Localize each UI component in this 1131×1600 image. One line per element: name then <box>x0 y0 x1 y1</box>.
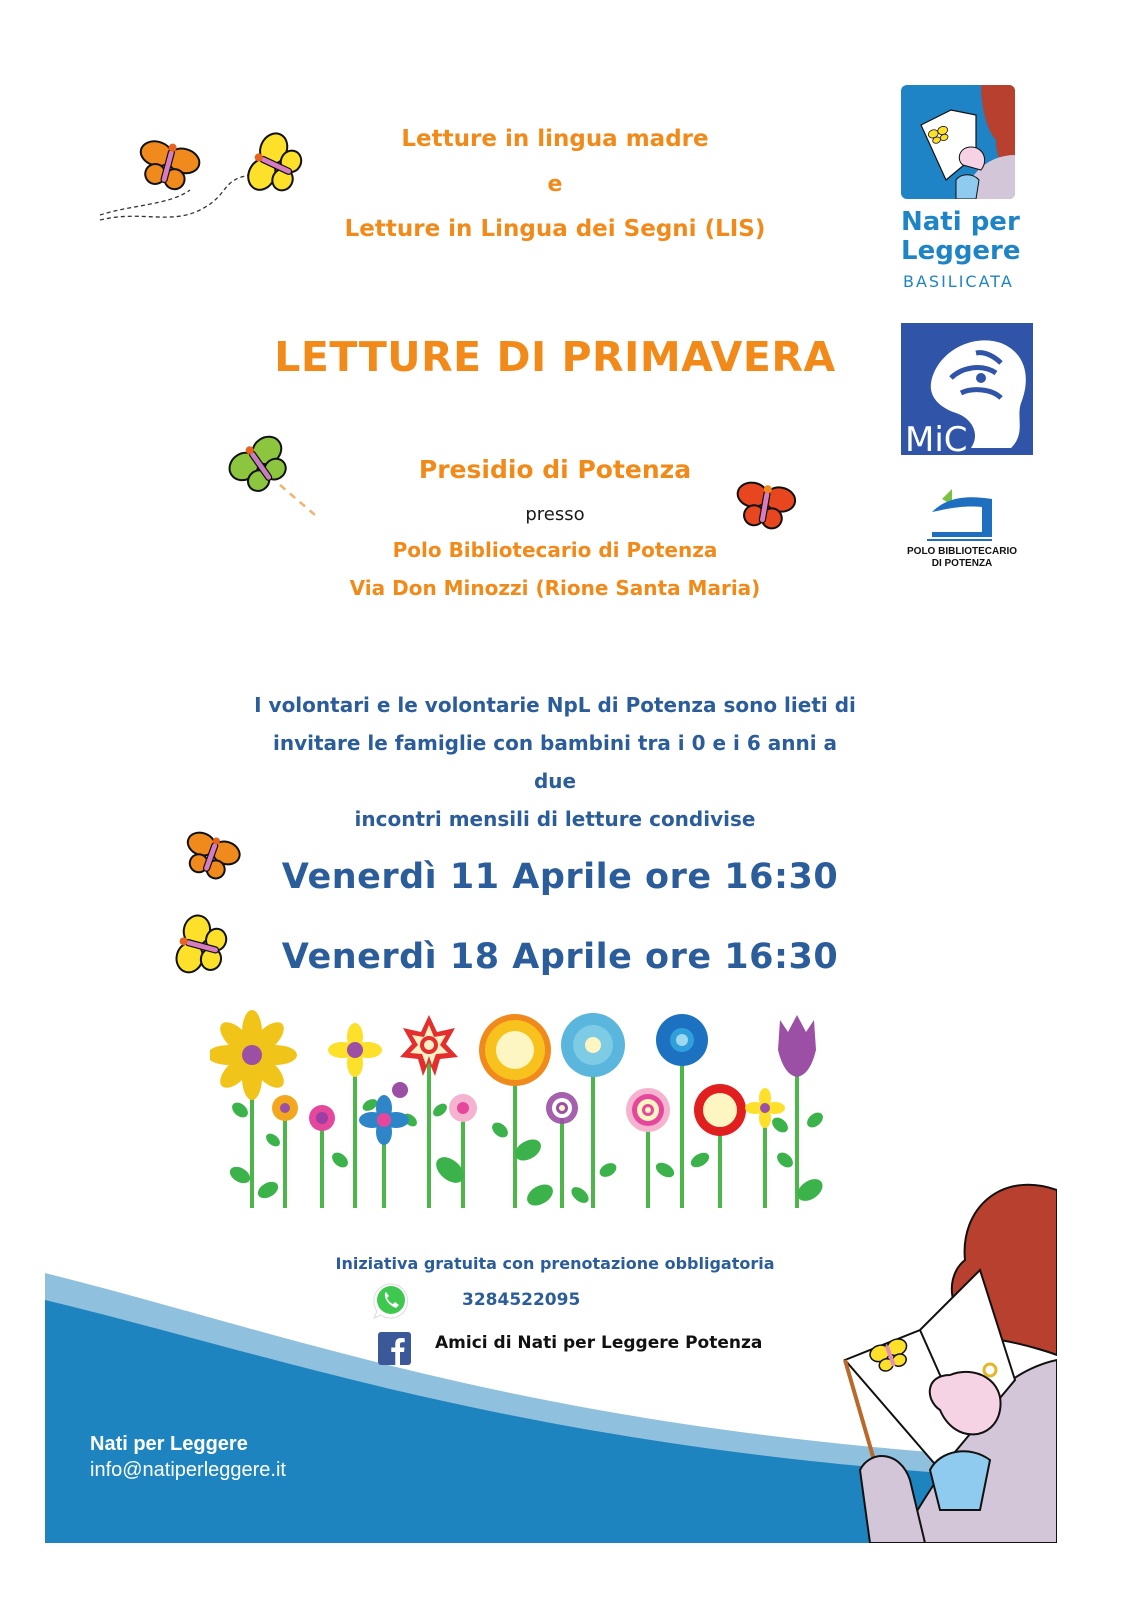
polo-bibliotecario-logo <box>922 487 998 543</box>
footer-email-link[interactable]: info@natiperleggere.it <box>90 1459 286 1481</box>
invitation-line-3: incontri mensili di letture condivise <box>354 807 756 831</box>
venue-name: Polo Bibliotecario di Potenza <box>392 538 718 562</box>
presso-label: presso <box>525 504 585 525</box>
footer-org-name: Nati per Leggere <box>90 1433 248 1455</box>
polo-logo-line1: POLO BIBLIOTECARIO <box>907 546 1017 557</box>
mic-logo-text: MiC <box>905 420 968 455</box>
npl-logo-line1: Nati per <box>901 207 1020 237</box>
booking-note: Iniziativa gratuita con prenotazione obbligatoria <box>335 1254 775 1273</box>
flower-garden-illustration <box>210 1010 840 1210</box>
subtitle-mother-tongue: Letture in lingua madre <box>401 126 709 152</box>
event-date-2: Venerdì 18 Aprile ore 16:30 <box>281 937 839 977</box>
mother-reading-illustration <box>830 1170 1057 1543</box>
page-title: LETTURE DI PRIMAVERA <box>274 333 836 381</box>
polo-logo-line2: DI POTENZA <box>931 558 993 569</box>
butterflies-top-left-icon <box>90 120 320 230</box>
npl-logo-image <box>901 85 1015 199</box>
invitation-text <box>250 686 860 838</box>
subtitle-sign-language: Letture in Lingua dei Segni (LIS) <box>344 216 766 242</box>
whatsapp-phone-number[interactable]: 3284522095 <box>462 1290 581 1310</box>
whatsapp-icon[interactable] <box>372 1282 410 1320</box>
invitation-line-1: I volontari e le volontarie NpL di Potenza sono lieti di <box>254 693 856 717</box>
facebook-page-link[interactable]: Amici di Nati per Leggere Potenza <box>435 1333 763 1353</box>
yellow-butterfly-icon <box>166 912 236 980</box>
facebook-icon[interactable] <box>378 1332 411 1365</box>
mic-logo <box>901 323 1033 455</box>
npl-logo-line2: Leggere <box>901 236 1021 266</box>
venue-address: Via Don Minozzi (Rione Santa Maria) <box>349 576 761 600</box>
invitation-line-2: invitare le famiglie con bambini tra i 0 e i 6 anni a due <box>272 731 838 793</box>
subtitle-conjunction: e <box>547 172 563 197</box>
event-date-1: Venerdì 11 Aprile ore 16:30 <box>281 857 839 897</box>
presidio-label: Presidio di Potenza <box>418 455 692 484</box>
orange-butterfly-icon <box>178 826 244 886</box>
npl-logo-region: BASILICATA <box>903 272 1014 291</box>
polo-logo-text <box>893 546 1031 570</box>
